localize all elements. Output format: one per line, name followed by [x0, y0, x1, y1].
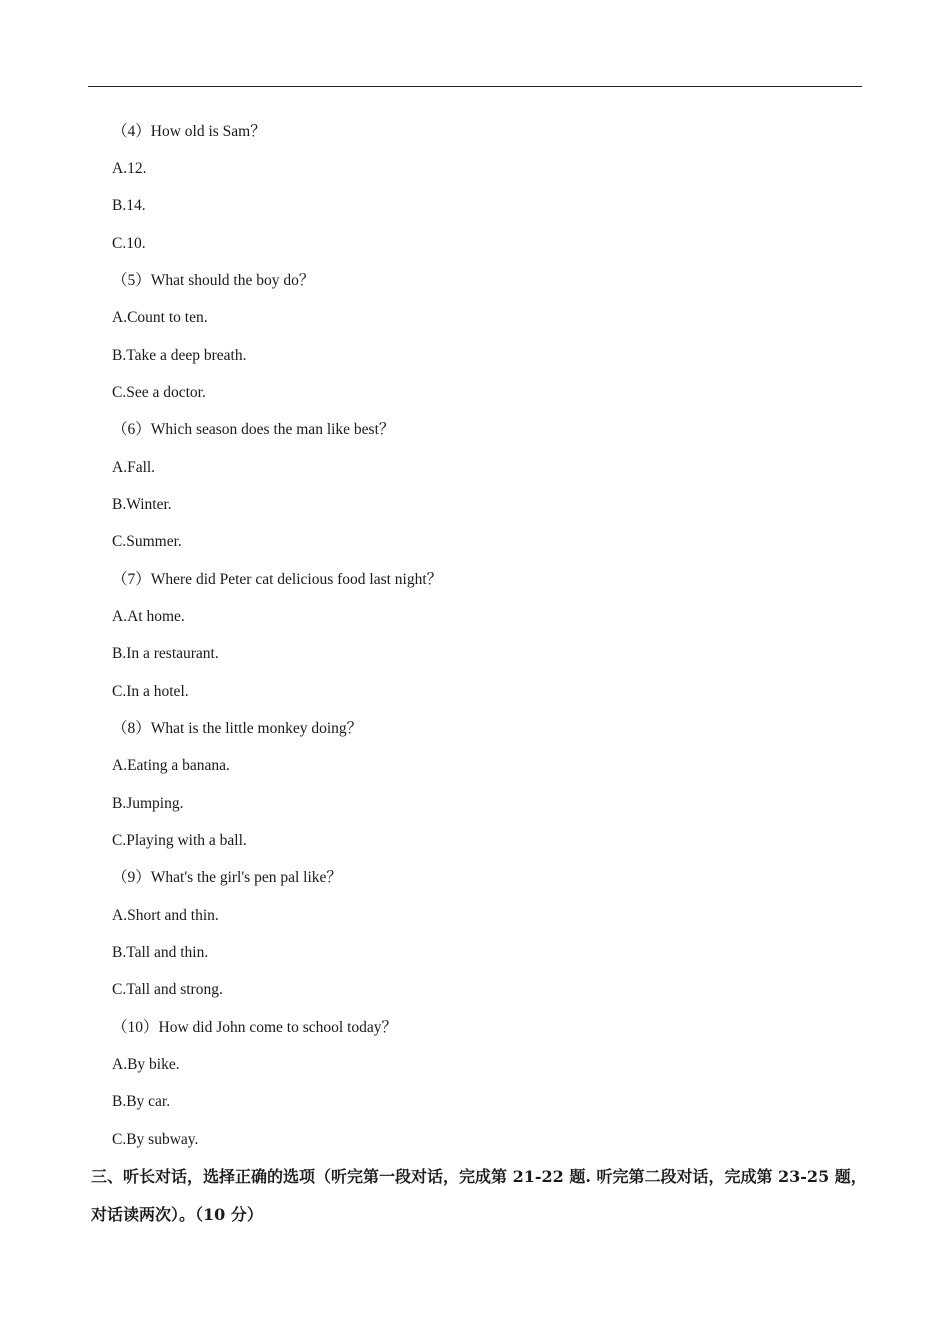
question-8-option-c: C.Playing with a ball. — [112, 832, 247, 849]
question-4-option-c: C.10. — [112, 235, 146, 252]
header-rule — [88, 86, 862, 87]
question-8-option-a: A.Eating a banana. — [112, 757, 230, 774]
question-10-option-c: C.By subway. — [112, 1131, 199, 1148]
question-6: （6）Which season does the man like best？ — [112, 421, 395, 438]
question-6-option-a: A.Fall. — [112, 459, 156, 476]
question-6-option-b: B.Winter. — [112, 496, 172, 513]
question-5: （5）What should the boy do？ — [112, 272, 315, 289]
question-4-option-b: B.14. — [112, 197, 146, 214]
question-7-option-b: B.In a restaurant. — [112, 645, 219, 662]
question-9-option-b: B.Tall and thin. — [112, 944, 209, 961]
question-4: （4）How old is Sam？ — [112, 123, 266, 140]
question-10: （10）How did John come to school today？ — [112, 1019, 398, 1036]
question-5-option-a: A.Count to ten. — [112, 309, 208, 326]
question-6-option-c: C.Summer. — [112, 533, 182, 550]
question-8-option-b: B.Jumping. — [112, 795, 184, 812]
question-10-option-b: B.By car. — [112, 1093, 171, 1110]
question-9-option-c: C.Tall and strong. — [112, 981, 223, 998]
section-heading-line-2: 对话读两次）。（10 分） — [91, 1205, 263, 1224]
question-5-option-b: B.Take a deep breath. — [112, 347, 247, 364]
question-9-option-a: A.Short and thin. — [112, 907, 219, 924]
question-7-option-c: C.In a hotel. — [112, 683, 189, 700]
question-10-option-a: A.By bike. — [112, 1056, 180, 1073]
question-4-option-a: A.12. — [112, 160, 147, 177]
question-7-option-a: A.At home. — [112, 608, 185, 625]
question-8: （8）What is the little monkey doing？ — [112, 720, 363, 737]
question-9: （9）What's the girl's pen pal like？ — [112, 869, 342, 886]
question-5-option-c: C.See a doctor. — [112, 384, 206, 401]
section-heading-line-1: 三、听长对话，选择正确的选项（听完第一段对话，完成第 21-22 题. 听完第二段对话，完成第 23-25 题， — [91, 1167, 867, 1186]
question-7: （7）Where did Peter cat delicious food last night？ — [112, 571, 443, 588]
